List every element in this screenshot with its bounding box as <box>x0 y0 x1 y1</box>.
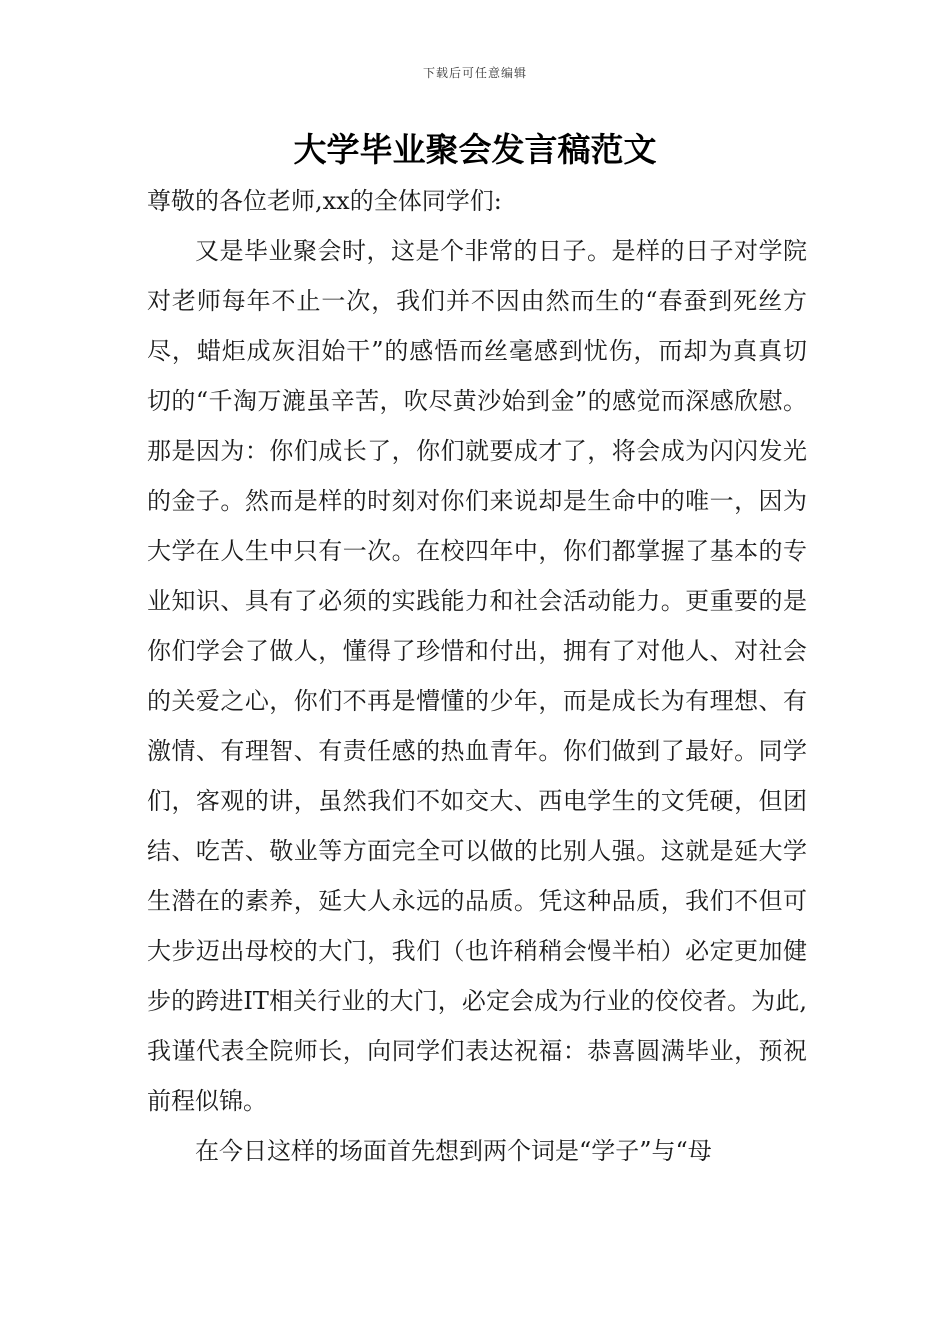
document-body <box>147 176 807 1176</box>
body-paragraph-1: 又是毕业聚会时，这是个非常的日子。是样的日子对学院对老师每年不止一次，我们并不因由然而生的“春蚕到死丝方尽，蜡炬成灰泪始干”的感悟而丝毫感到忧伤，而却为真真切切的“千淘万漉虽辛苦，吹尽黄沙始到金”的感觉而深感欣慰。那是因为：你们成长了，你们就要成才了，将会成为闪闪发光的金子。然而是样的时刻对你们来说却是生命中的唯一，因为大学在人生中只有一次。在校四年中，你们都掌握了基本的专业知识、具有了必须的实践能力和社会活动能力。更重要的是你们学会了做人，懂得了珍惜和付出，拥有了对他人、对社会的关爱之心，你们不再是懵懂的少年，而是成长为有理想、有激情、有理智、有责任感的热血青年。你们做到了最好。同学们，客观的讲，虽然我们不如交大、西电学生的文凭硬，但团结、吃苦、敬业等方面完全可以做的比别人强。这就是延大学生潜在的素养，延大人永远的品质。凭这种品质，我们不但可大步迈出母校的大门，我们（也许稍稍会慢半柏）必定更加健步的跨进IT相关行业的大门，必定会成为行业的佼佼者。为此,我谨代表全院师长，向同学们表达祝福：恭喜圆满毕业，预祝前程似锦。 <box>147 237 807 1115</box>
salutation-line: 尊敬的各位老师,xx的全体同学们: <box>147 187 502 215</box>
body-paragraph-2: 在今日这样的场面首先想到两个词是“学子”与“母 <box>195 1137 712 1165</box>
document-title: 大学毕业聚会发言稿范文 <box>293 130 657 169</box>
header-note: 下载后可任意编辑 <box>422 66 527 80</box>
